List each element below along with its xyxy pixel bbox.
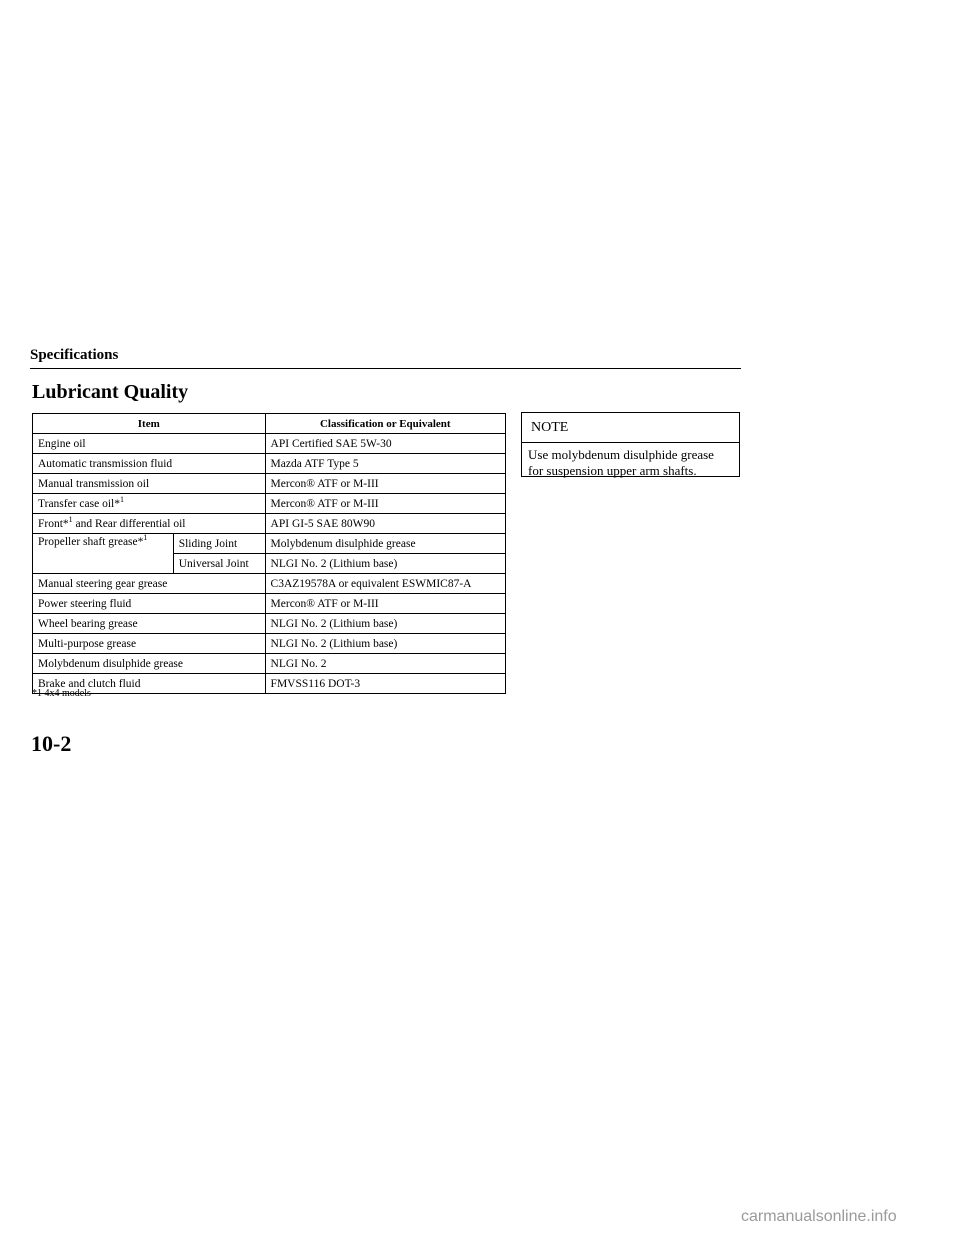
table-footnote: *1 4x4 models <box>32 688 91 699</box>
classification-cell: FMVSS116 DOT-3 <box>265 674 505 694</box>
classification-cell: NLGI No. 2 (Lithium base) <box>265 634 505 654</box>
note-title: NOTE <box>531 420 569 435</box>
classification-cell: API Certified SAE 5W-30 <box>265 434 505 454</box>
note-line: Use molybdenum disulphide grease <box>528 447 714 462</box>
section-header: Specifications <box>30 347 119 363</box>
classification-cell: NLGI No. 2 (Lithium base) <box>265 614 505 634</box>
column-header-item: Item <box>33 414 266 434</box>
watermark: carmanualsonline.info <box>741 1208 897 1225</box>
note-box <box>521 412 740 477</box>
table-row <box>33 634 506 654</box>
item-text: Propeller shaft grease* <box>38 536 144 548</box>
table-header-row <box>33 414 506 434</box>
classification-cell: Mercon® ATF or M-III <box>265 474 505 494</box>
item-cell: Multi-purpose grease <box>33 634 266 654</box>
table-row <box>33 654 506 674</box>
item-cell: Wheel bearing grease <box>33 614 266 634</box>
item-cell: Manual transmission oil <box>33 474 266 494</box>
classification-cell: API GI-5 SAE 80W90 <box>265 514 505 534</box>
page-number: 10-2 <box>31 731 72 756</box>
page-title: Lubricant Quality <box>32 381 189 403</box>
table-row <box>33 674 506 694</box>
sub-item-cell: Universal Joint <box>173 554 265 574</box>
item-cell: Engine oil <box>33 434 266 454</box>
classification-cell: Mercon® ATF or M-III <box>265 594 505 614</box>
table-row <box>33 594 506 614</box>
classification-cell: Molybdenum disulphide grease <box>265 534 505 554</box>
item-text: Transfer case oil* <box>38 497 120 510</box>
lubricant-table <box>32 413 506 694</box>
table-row <box>33 474 506 494</box>
table-row <box>33 534 506 554</box>
item-cell: Power steering fluid <box>33 594 266 614</box>
note-body <box>522 443 739 479</box>
item-cell <box>33 494 266 514</box>
classification-cell: NLGI No. 2 <box>265 654 505 674</box>
sub-item-cell: Sliding Joint <box>173 534 265 554</box>
classification-cell: Mazda ATF Type 5 <box>265 454 505 474</box>
column-header-classification: Classification or Equivalent <box>265 414 505 434</box>
item-cell: Automatic transmission fluid <box>33 454 266 474</box>
classification-cell: NLGI No. 2 (Lithium base) <box>265 554 505 574</box>
item-text: and Rear differential oil <box>72 517 186 530</box>
item-cell: Manual steering gear grease <box>33 574 266 594</box>
table-row <box>33 434 506 454</box>
table-row <box>33 614 506 634</box>
table-row <box>33 514 506 534</box>
item-cell: Molybdenum disulphide grease <box>33 654 266 674</box>
classification-cell: C3AZ19578A or equivalent ESWMIC87-A <box>265 574 505 594</box>
footnote-marker: 1 <box>143 533 148 543</box>
item-cell <box>33 534 174 574</box>
item-cell <box>33 514 266 534</box>
table-row <box>33 454 506 474</box>
note-line: for suspension upper arm shafts. <box>528 463 697 478</box>
footnote-marker: 1 <box>68 514 73 524</box>
header-divider <box>30 368 741 369</box>
table-row <box>33 494 506 514</box>
footnote-marker: 1 <box>119 494 124 504</box>
item-text: Front* <box>38 517 69 530</box>
table-row <box>33 574 506 594</box>
item-cell: Brake and clutch fluid <box>33 674 266 694</box>
classification-cell: Mercon® ATF or M-III <box>265 494 505 514</box>
